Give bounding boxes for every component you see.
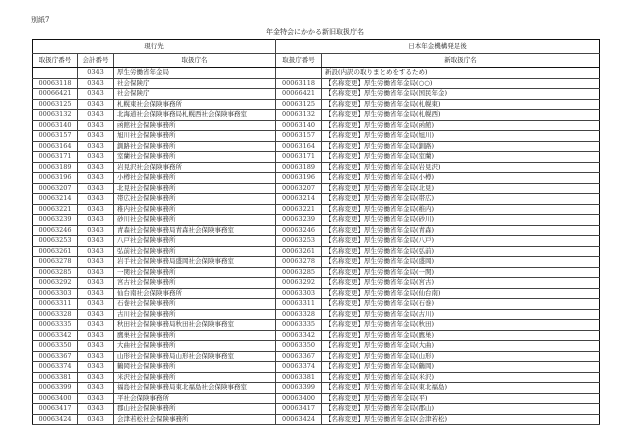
new-agency-name-cell: 【名称変更】厚生労働省年金局(青森) bbox=[322, 225, 600, 236]
table-row bbox=[33, 393, 600, 404]
agency-name-cell: 八戸社会保険事務所 bbox=[114, 236, 276, 247]
agency-name-cell: 北見社会保険事務所 bbox=[114, 183, 276, 194]
new-agency-number-cell: 00063399 bbox=[276, 383, 322, 394]
new-agency-number-cell: 00063417 bbox=[276, 404, 322, 415]
account-number-cell: 0343 bbox=[78, 236, 114, 247]
agency-name-cell: 郡山社会保険事務所 bbox=[114, 404, 276, 415]
account-number-cell: 0343 bbox=[78, 299, 114, 310]
group-header-after: 日本年金機構発足後 bbox=[276, 40, 600, 54]
agency-number-cell: 00063278 bbox=[33, 257, 78, 268]
account-number-cell: 0343 bbox=[78, 110, 114, 121]
new-agency-number-cell: 00063278 bbox=[276, 257, 322, 268]
agency-number-cell: 00063350 bbox=[33, 341, 78, 352]
agency-number-cell: 00063214 bbox=[33, 194, 78, 205]
agency-number-cell: 00063246 bbox=[33, 225, 78, 236]
new-agency-name-cell: 【名称変更】厚生労働省年金局(旭川) bbox=[322, 131, 600, 142]
agency-number-cell: 00063367 bbox=[33, 351, 78, 362]
agency-name-cell: 小樽社会保険事務所 bbox=[114, 173, 276, 184]
new-agency-name-cell: 【名称変更】厚生労働省年金局(鶴岡) bbox=[322, 362, 600, 373]
new-agency-name-cell: 【名称変更】厚生労働省年金局(平) bbox=[322, 393, 600, 404]
table-row bbox=[33, 225, 600, 236]
agency-name-cell: 北海道社会保険事務局札幌西社会保険事務室 bbox=[114, 110, 276, 121]
agency-number-cell: 00063381 bbox=[33, 372, 78, 383]
new-agency-number-cell: 00063196 bbox=[276, 173, 322, 184]
new-agency-name-cell: 新設(内訳の取りまとめをするため) bbox=[322, 68, 600, 79]
account-number-cell: 0343 bbox=[78, 162, 114, 173]
agency-name-cell: 福島社会保険事務局東北福島社会保険事務室 bbox=[114, 383, 276, 394]
agency-name-cell: 弘前社会保険事務所 bbox=[114, 246, 276, 257]
agency-number-cell: 00066421 bbox=[33, 89, 78, 100]
new-agency-number-cell: 00063189 bbox=[276, 162, 322, 173]
attachment-label: 別紙7 bbox=[31, 16, 50, 24]
new-agency-name-cell: 【名称変更】厚生労働省年金局(札幌西) bbox=[322, 110, 600, 121]
col-header-agency-name: 取扱庁名 bbox=[114, 54, 276, 68]
table-body bbox=[33, 68, 600, 425]
table-row bbox=[33, 89, 600, 100]
new-agency-name-cell: 【名称変更】厚生労働省年金局(北見) bbox=[322, 183, 600, 194]
agency-name-cell: 青森社会保険事務局青森社会保険事務室 bbox=[114, 225, 276, 236]
account-number-cell: 0343 bbox=[78, 288, 114, 299]
agency-number-cell: 00063285 bbox=[33, 267, 78, 278]
account-number-cell: 0343 bbox=[78, 414, 114, 425]
new-agency-name-cell: 【名称変更】厚生労働省年金局(弘前) bbox=[322, 246, 600, 257]
agency-number-cell: 00063303 bbox=[33, 288, 78, 299]
account-number-cell: 0343 bbox=[78, 152, 114, 163]
table-row bbox=[33, 320, 600, 331]
table-row bbox=[33, 309, 600, 320]
new-agency-number-cell: 00063400 bbox=[276, 393, 322, 404]
agency-name-cell: 岩手社会保険事務局盛岡社会保険事務室 bbox=[114, 257, 276, 268]
table-row bbox=[33, 204, 600, 215]
new-agency-name-cell: 【名称変更】厚生労働省年金局(砂川) bbox=[322, 215, 600, 226]
document-title: 年金特会にかかる新旧取扱庁名 bbox=[266, 28, 364, 36]
new-agency-name-cell: 【名称変更】厚生労働省年金局(岩見沢) bbox=[322, 162, 600, 173]
new-agency-number-cell: 00063374 bbox=[276, 362, 322, 373]
agency-name-cell: 岩見沢社会保険事務所 bbox=[114, 162, 276, 173]
new-agency-name-cell: 【名称変更】厚生労働省年金局(小樽) bbox=[322, 173, 600, 184]
agency-number-cell: 00063311 bbox=[33, 299, 78, 310]
new-agency-name-cell: 【名称変更】厚生労働省年金局(大曲) bbox=[322, 341, 600, 352]
new-agency-number-cell: 00063221 bbox=[276, 204, 322, 215]
table-row bbox=[33, 404, 600, 415]
table-row bbox=[33, 278, 600, 289]
new-agency-name-cell: 【名称変更】厚生労働省年金局(宮古) bbox=[322, 278, 600, 289]
account-number-cell: 0343 bbox=[78, 183, 114, 194]
table-row bbox=[33, 173, 600, 184]
table-row bbox=[33, 99, 600, 110]
agency-name-cell: 社会保険庁 bbox=[114, 89, 276, 100]
account-number-cell: 0343 bbox=[78, 404, 114, 415]
agency-number-cell: 00063335 bbox=[33, 320, 78, 331]
agency-number-cell: 00063189 bbox=[33, 162, 78, 173]
new-agency-number-cell: 00063335 bbox=[276, 320, 322, 331]
new-agency-name-cell: 【名称変更】厚生労働省年金局(八戸) bbox=[322, 236, 600, 247]
table-row bbox=[33, 267, 600, 278]
agency-name-cell: 函館社会保険事務所 bbox=[114, 120, 276, 131]
table-row bbox=[33, 120, 600, 131]
new-agency-number-cell: 00063303 bbox=[276, 288, 322, 299]
new-agency-name-cell: 【名称変更】厚生労働省年金局(帯広) bbox=[322, 194, 600, 205]
new-agency-number-cell: 00066421 bbox=[276, 89, 322, 100]
table-row bbox=[33, 68, 600, 79]
agency-name-cell: 旭川社会保険事務所 bbox=[114, 131, 276, 142]
new-agency-number-cell: 00063342 bbox=[276, 330, 322, 341]
new-agency-number-cell: 00063350 bbox=[276, 341, 322, 352]
agency-name-cell: 社会保険庁 bbox=[114, 78, 276, 89]
account-number-cell: 0343 bbox=[78, 68, 114, 79]
agency-number-cell: 00063374 bbox=[33, 362, 78, 373]
agency-number-cell: 00063400 bbox=[33, 393, 78, 404]
new-agency-name-cell: 【名称変更】厚生労働省年金局(古川) bbox=[322, 309, 600, 320]
agency-number-cell: 00063207 bbox=[33, 183, 78, 194]
agency-name-cell: 大曲社会保険事務所 bbox=[114, 341, 276, 352]
agency-name-cell: 会津若松社会保険事務所 bbox=[114, 414, 276, 425]
table-row bbox=[33, 131, 600, 142]
new-agency-number-cell: 00063261 bbox=[276, 246, 322, 257]
new-agency-number-cell: 00063214 bbox=[276, 194, 322, 205]
account-number-cell: 0343 bbox=[78, 309, 114, 320]
account-number-cell: 0343 bbox=[78, 330, 114, 341]
agency-number-cell: 00063140 bbox=[33, 120, 78, 131]
agency-number-cell: 00063118 bbox=[33, 78, 78, 89]
agency-name-cell: 秋田社会保険事務局秋田社会保険事務室 bbox=[114, 320, 276, 331]
new-agency-number-cell: 00063125 bbox=[276, 99, 322, 110]
agency-number-cell: 00063132 bbox=[33, 110, 78, 121]
agency-number-cell: 00063253 bbox=[33, 236, 78, 247]
new-agency-number-cell: 00063311 bbox=[276, 299, 322, 310]
new-agency-name-cell: 【名称変更】厚生労働省年金局(○○) bbox=[322, 78, 600, 89]
agency-name-cell: 宮古社会保険事務所 bbox=[114, 278, 276, 289]
new-agency-name-cell: 【名称変更】厚生労働省年金局(盛岡) bbox=[322, 257, 600, 268]
agency-name-cell: 山形社会保険事務局山形社会保険事務室 bbox=[114, 351, 276, 362]
account-number-cell: 0343 bbox=[78, 99, 114, 110]
col-header-account-number: 会計番号 bbox=[78, 54, 114, 68]
table-row bbox=[33, 183, 600, 194]
group-header-current: 現行先 bbox=[33, 40, 276, 54]
new-agency-number-cell: 00063171 bbox=[276, 152, 322, 163]
agency-number-cell: 00063328 bbox=[33, 309, 78, 320]
account-number-cell: 0343 bbox=[78, 246, 114, 257]
account-number-cell: 0343 bbox=[78, 204, 114, 215]
new-agency-name-cell: 【名称変更】厚生労働省年金局(山形) bbox=[322, 351, 600, 362]
agency-name-cell: 帯広社会保険事務所 bbox=[114, 194, 276, 205]
agency-number-cell: 00063292 bbox=[33, 278, 78, 289]
new-agency-name-cell: 【名称変更】厚生労働省年金局(秋田) bbox=[322, 320, 600, 331]
account-number-cell: 0343 bbox=[78, 372, 114, 383]
table-row bbox=[33, 162, 600, 173]
new-agency-number-cell: 00063207 bbox=[276, 183, 322, 194]
table-row bbox=[33, 257, 600, 268]
account-number-cell: 0343 bbox=[78, 278, 114, 289]
new-agency-name-cell: 【名称変更】厚生労働省年金局(鷹巣) bbox=[322, 330, 600, 341]
agency-name-cell: 鶴岡社会保険事務所 bbox=[114, 362, 276, 373]
agency-name-cell: 古川社会保険事務所 bbox=[114, 309, 276, 320]
new-agency-number-cell: 00063132 bbox=[276, 110, 322, 121]
agency-name-cell: 砂川社会保険事務所 bbox=[114, 215, 276, 226]
agency-number-cell: 00063125 bbox=[33, 99, 78, 110]
account-number-cell: 0343 bbox=[78, 351, 114, 362]
table-row bbox=[33, 351, 600, 362]
new-agency-number-cell: 00063292 bbox=[276, 278, 322, 289]
new-agency-name-cell: 【名称変更】厚生労働省年金局(米沢) bbox=[322, 372, 600, 383]
agency-number-cell: 00063261 bbox=[33, 246, 78, 257]
table-row bbox=[33, 215, 600, 226]
agency-number-cell: 00063424 bbox=[33, 414, 78, 425]
new-agency-name-cell: 【名称変更】厚生労働省年金局(石巻) bbox=[322, 299, 600, 310]
agency-name-cell: 厚生労働省年金局 bbox=[114, 68, 276, 79]
agency-name-cell: 平社会保険事務所 bbox=[114, 393, 276, 404]
account-number-cell: 0343 bbox=[78, 257, 114, 268]
account-number-cell: 0343 bbox=[78, 393, 114, 404]
agency-number-cell: 00063221 bbox=[33, 204, 78, 215]
new-agency-number-cell: 00063328 bbox=[276, 309, 322, 320]
new-agency-name-cell: 【名称変更】厚生労働省年金局(会津若松) bbox=[322, 414, 600, 425]
table-row bbox=[33, 141, 600, 152]
agency-number-cell: 00063157 bbox=[33, 131, 78, 142]
table-row bbox=[33, 341, 600, 352]
agency-number-cell: 00063399 bbox=[33, 383, 78, 394]
table-row bbox=[33, 78, 600, 89]
account-number-cell: 0343 bbox=[78, 141, 114, 152]
new-agency-name-cell: 【名称変更】厚生労働省年金局(稚内) bbox=[322, 204, 600, 215]
account-number-cell: 0343 bbox=[78, 383, 114, 394]
new-agency-name-cell: 【名称変更】厚生労働省年金局(札幌東) bbox=[322, 99, 600, 110]
account-number-cell: 0343 bbox=[78, 131, 114, 142]
new-agency-number-cell: 00063157 bbox=[276, 131, 322, 142]
new-agency-name-cell: 【名称変更】厚生労働省年金局(函館) bbox=[322, 120, 600, 131]
col-header-new-agency-name: 新取扱庁名 bbox=[322, 54, 600, 68]
table-row bbox=[33, 362, 600, 373]
agency-name-cell: 釧路社会保険事務所 bbox=[114, 141, 276, 152]
table-row bbox=[33, 414, 600, 425]
table-row bbox=[33, 110, 600, 121]
col-header-agency-number: 取扱庁番号 bbox=[33, 54, 78, 68]
new-agency-name-cell: 【名称変更】厚生労働省年金局(釧路) bbox=[322, 141, 600, 152]
account-number-cell: 0343 bbox=[78, 173, 114, 184]
agency-name-cell: 室蘭社会保険事務所 bbox=[114, 152, 276, 163]
agency-number-cell: 00063164 bbox=[33, 141, 78, 152]
agency-number-cell: 00063196 bbox=[33, 173, 78, 184]
new-agency-name-cell: 【名称変更】厚生労働省年金局(室蘭) bbox=[322, 152, 600, 163]
agency-number-cell bbox=[33, 68, 78, 79]
account-number-cell: 0343 bbox=[78, 362, 114, 373]
agency-name-cell: 札幌東社会保険事務所 bbox=[114, 99, 276, 110]
table-row bbox=[33, 236, 600, 247]
new-agency-name-cell: 【名称変更】厚生労働省年金局(一関) bbox=[322, 267, 600, 278]
agency-name-cell: 米沢社会保険事務所 bbox=[114, 372, 276, 383]
table-row bbox=[33, 299, 600, 310]
agency-number-cell: 00063239 bbox=[33, 215, 78, 226]
new-agency-number-cell: 00063367 bbox=[276, 351, 322, 362]
new-agency-number-cell: 00063246 bbox=[276, 225, 322, 236]
new-agency-number-cell: 00063285 bbox=[276, 267, 322, 278]
new-agency-number-cell: 00063118 bbox=[276, 78, 322, 89]
new-agency-number-cell: 00063140 bbox=[276, 120, 322, 131]
new-agency-number-cell: 00063381 bbox=[276, 372, 322, 383]
new-agency-name-cell: 【名称変更】厚生労働省年金局(国民年金) bbox=[322, 89, 600, 100]
new-agency-name-cell: 【名称変更】厚生労働省年金局(郡山) bbox=[322, 404, 600, 415]
account-number-cell: 0343 bbox=[78, 341, 114, 352]
col-header-new-agency-number: 取扱庁番号 bbox=[276, 54, 322, 68]
account-number-cell: 0343 bbox=[78, 78, 114, 89]
table-row bbox=[33, 152, 600, 163]
account-number-cell: 0343 bbox=[78, 225, 114, 236]
table-row bbox=[33, 330, 600, 341]
agency-number-cell: 00063417 bbox=[33, 404, 78, 415]
new-agency-name-cell: 【名称変更】厚生労働省年金局(東北福島) bbox=[322, 383, 600, 394]
table-row bbox=[33, 246, 600, 257]
agency-name-cell: 稚内社会保険事務所 bbox=[114, 204, 276, 215]
agency-name-table bbox=[32, 39, 600, 425]
table-row bbox=[33, 372, 600, 383]
agency-name-cell: 仙台南社会保険事務所 bbox=[114, 288, 276, 299]
account-number-cell: 0343 bbox=[78, 120, 114, 131]
agency-number-cell: 00063171 bbox=[33, 152, 78, 163]
account-number-cell: 0343 bbox=[78, 194, 114, 205]
table-row bbox=[33, 194, 600, 205]
agency-name-cell: 石巻社会保険事務所 bbox=[114, 299, 276, 310]
new-agency-number-cell: 00063253 bbox=[276, 236, 322, 247]
new-agency-number-cell: 00063424 bbox=[276, 414, 322, 425]
new-agency-number-cell: 00063239 bbox=[276, 215, 322, 226]
account-number-cell: 0343 bbox=[78, 320, 114, 331]
agency-name-cell: 鷹巣社会保険事務所 bbox=[114, 330, 276, 341]
table-row bbox=[33, 383, 600, 394]
new-agency-name-cell: 【名称変更】厚生労働省年金局(仙台南) bbox=[322, 288, 600, 299]
agency-number-cell: 00063342 bbox=[33, 330, 78, 341]
agency-name-cell: 一関社会保険事務所 bbox=[114, 267, 276, 278]
account-number-cell: 0343 bbox=[78, 215, 114, 226]
table-row bbox=[33, 288, 600, 299]
account-number-cell: 0343 bbox=[78, 89, 114, 100]
account-number-cell: 0343 bbox=[78, 267, 114, 278]
new-agency-number-cell: 00063164 bbox=[276, 141, 322, 152]
new-agency-number-cell bbox=[276, 68, 322, 79]
